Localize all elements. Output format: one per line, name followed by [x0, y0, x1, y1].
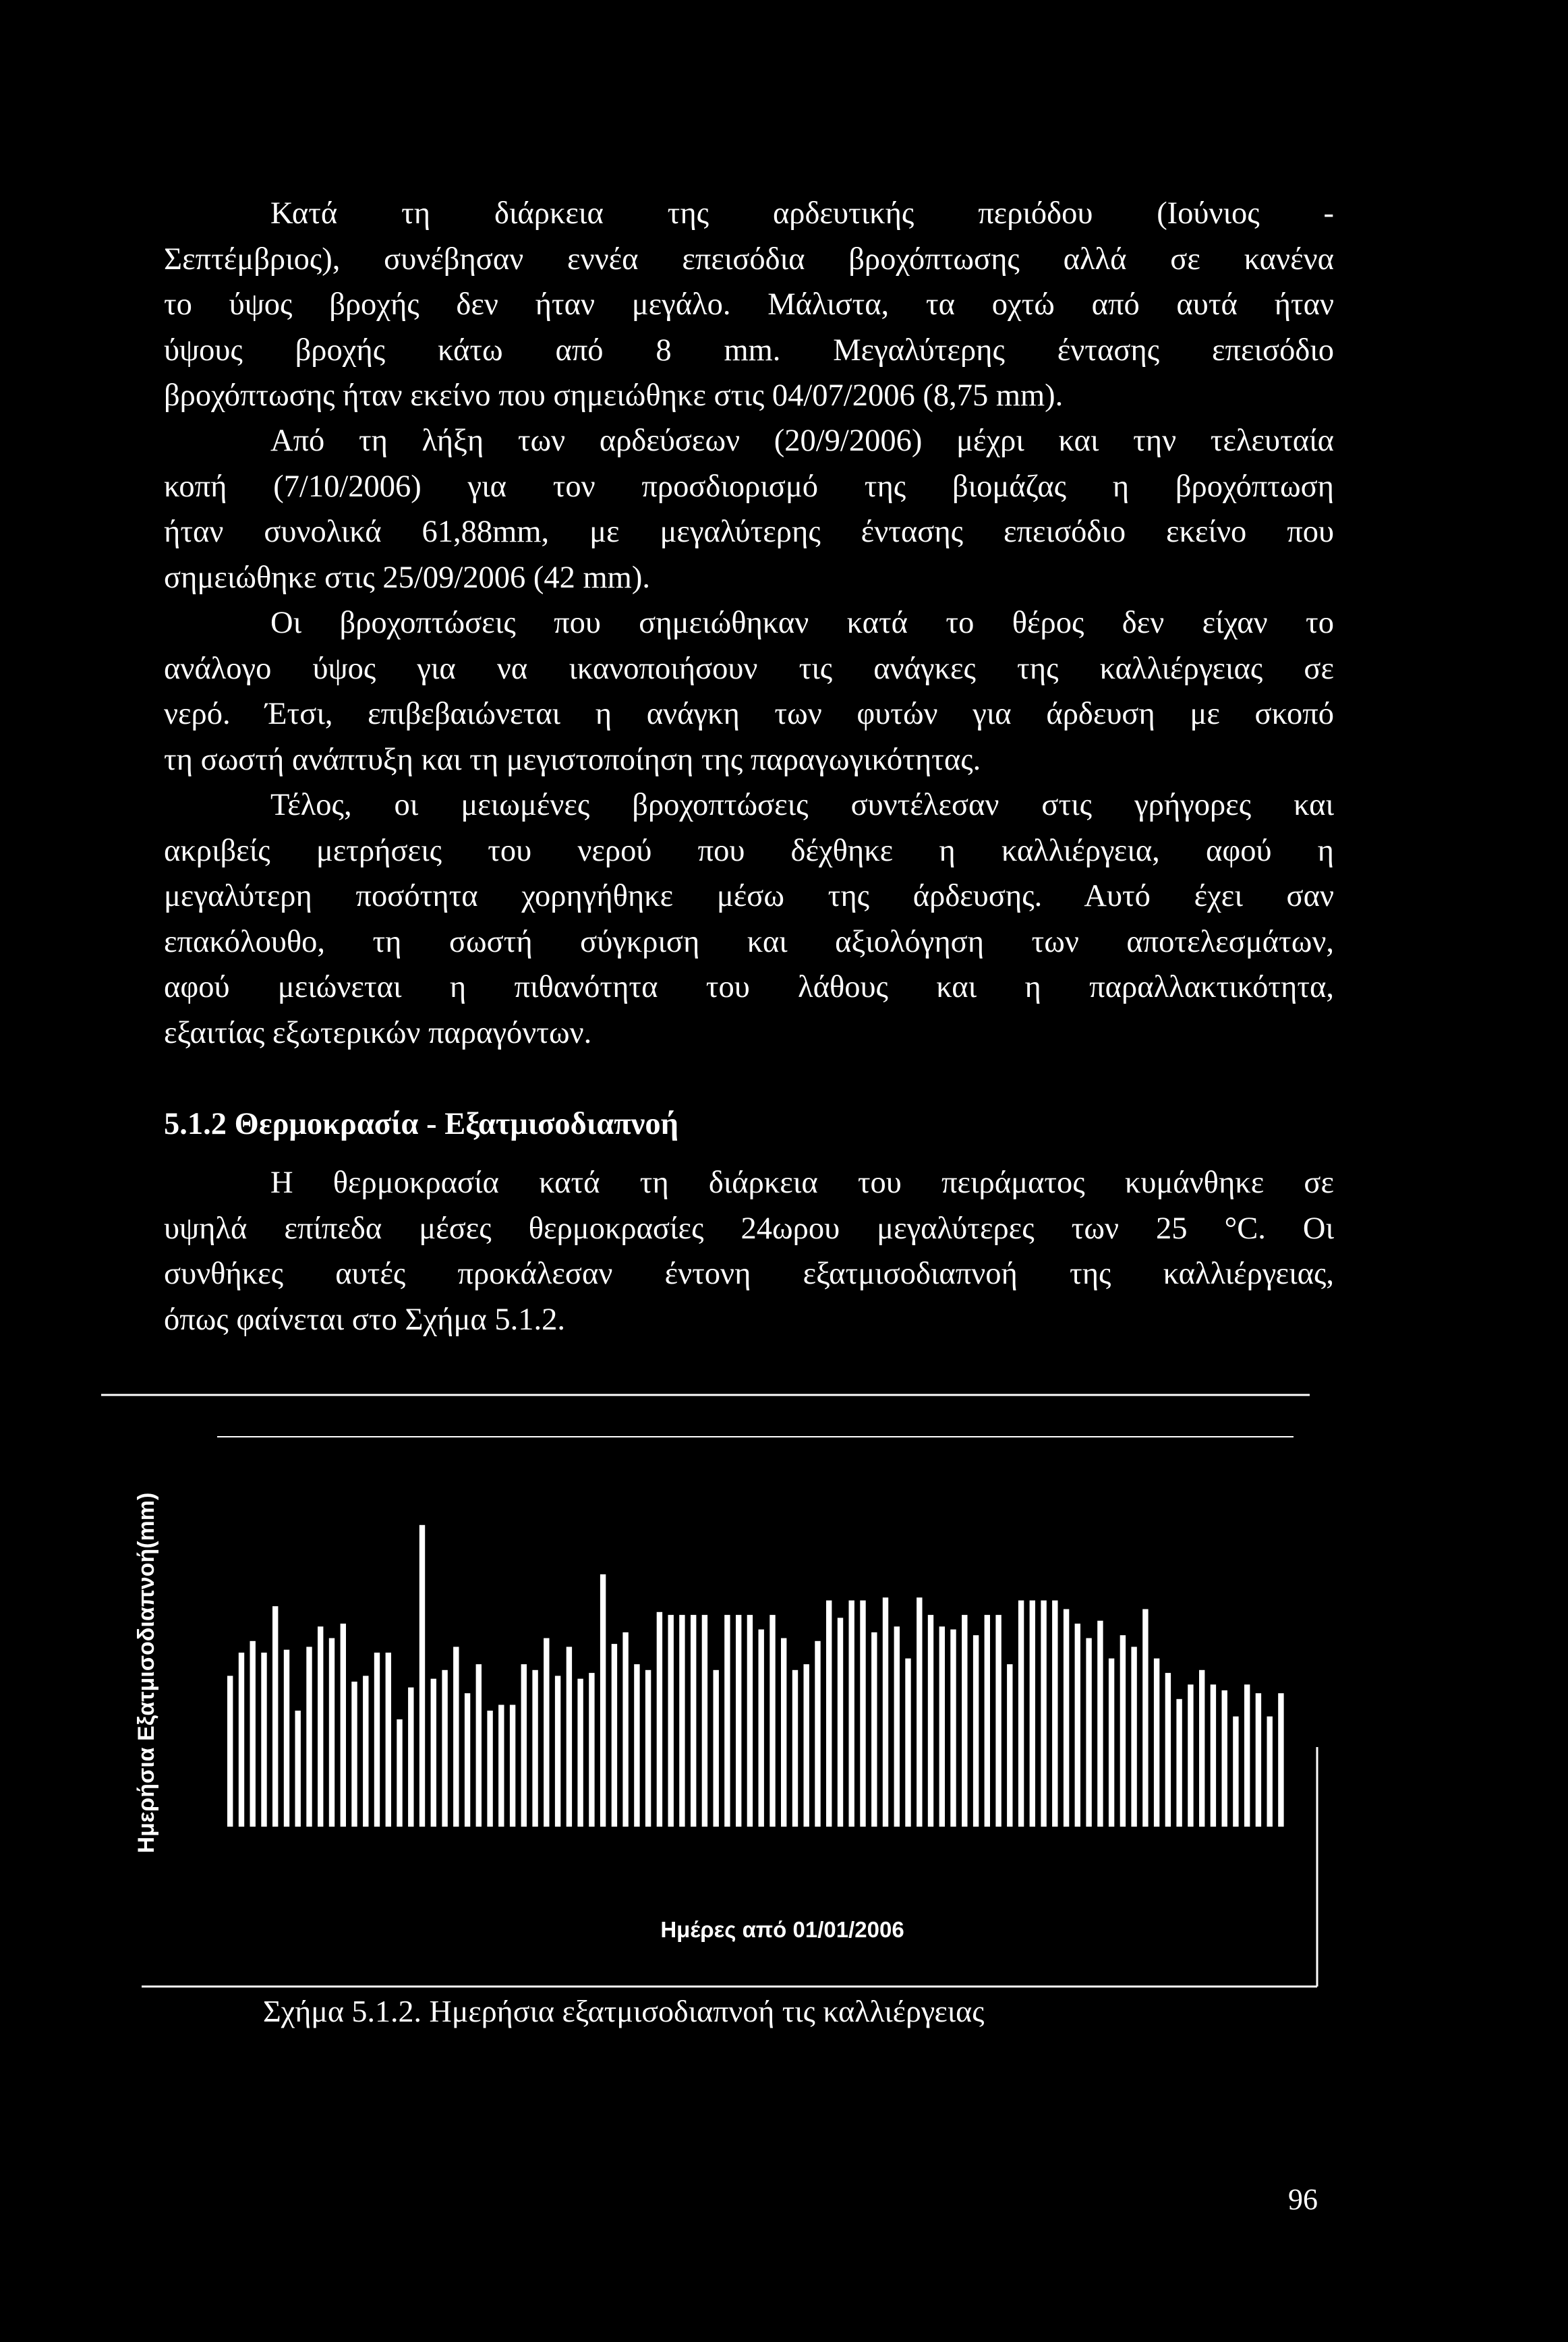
- bar: [532, 1670, 538, 1827]
- text-line: Σεπτέμβριος), συνέβησαν εννέα επεισόδια βροχόπτωσης αλλά σε κανένα: [164, 241, 1334, 277]
- bar: [476, 1664, 482, 1827]
- text-line: τη σωστή ανάπτυξη και τη μεγιστοποίηση της παραγωγικότητας.: [164, 742, 981, 777]
- bar: [826, 1601, 832, 1827]
- bar: [1131, 1647, 1136, 1827]
- bar: [397, 1719, 402, 1827]
- text-line: συνθήκες αυτές προκάλεσαν έντονη εξατμισοδιαπνοή της καλλιέργειας,: [164, 1257, 1334, 1291]
- bar: [1176, 1699, 1182, 1827]
- text-line: εξαιτίας εξωτερικών παραγόντων.: [164, 1015, 592, 1050]
- bar: [849, 1601, 854, 1827]
- text-line: ακριβείς μετρήσεις του νερού που δέχθηκε η καλλιέργεια, αφού η: [164, 833, 1334, 868]
- text-line: Οι βροχοπτώσεις που σημειώθηκαν κατά το θέρος δεν είχαν το: [270, 606, 1334, 640]
- text-line: Κατά τη διάρκεια της αρδευτικής περιόδου (Ιούνιος -: [270, 196, 1334, 231]
- bar: [272, 1606, 278, 1827]
- bar: [792, 1670, 798, 1827]
- bar: [239, 1653, 244, 1827]
- bar: [351, 1682, 357, 1827]
- text-line: ήταν συνολικά 61,88mm, με μεγαλύτερης έντασης επεισόδιο εκείνο που: [164, 515, 1334, 549]
- bar: [645, 1670, 651, 1827]
- bar: [871, 1632, 877, 1827]
- bar: [905, 1659, 910, 1827]
- bar: [838, 1618, 843, 1827]
- bar: [1109, 1659, 1114, 1827]
- bar: [917, 1597, 922, 1827]
- text-line: επακόλουθο, τη σωστή σύγκριση και αξιολόγηση των αποτελεσμάτων,: [164, 924, 1334, 959]
- bar: [1222, 1690, 1227, 1827]
- bar: [657, 1612, 662, 1827]
- bar: [1007, 1664, 1012, 1827]
- bar: [1256, 1693, 1261, 1827]
- bar: [577, 1679, 583, 1827]
- bar: [487, 1711, 492, 1827]
- text-line: υψηλά επίπεδα μέσες θερμοκρασίες 24ωρου μεγαλύτερες των 25 °C. Οι: [164, 1211, 1334, 1246]
- bar: [883, 1597, 888, 1827]
- bar: [1052, 1601, 1057, 1827]
- bar: [759, 1630, 764, 1827]
- text-line: σημειώθηκε στις 25/09/2006 (42 mm).: [164, 560, 650, 595]
- text-line: Η θερμοκρασία κατά τη διάρκεια του πειράματος κυμάνθηκε σε: [270, 1166, 1334, 1200]
- bar: [724, 1615, 730, 1827]
- bar: [341, 1624, 346, 1827]
- bar: [1188, 1684, 1193, 1827]
- bar: [691, 1615, 696, 1827]
- text-line: ανάλογο ύψος για να ικανοποιήσουν τις ανάγκες της καλλιέργειας σε: [164, 651, 1334, 686]
- bar: [465, 1693, 470, 1827]
- bar: [804, 1664, 809, 1827]
- bar: [227, 1676, 233, 1827]
- text-line: ύψους βροχής κάτω από 8 mm. Μεγαλύτερης έντασης επεισόδιο: [164, 333, 1334, 368]
- bar: [261, 1653, 266, 1827]
- bar: [363, 1676, 368, 1827]
- bar: [1075, 1624, 1080, 1827]
- bar: [1086, 1638, 1091, 1827]
- bar: [567, 1647, 572, 1827]
- bar: [419, 1525, 425, 1827]
- bar: [329, 1638, 335, 1827]
- bar: [770, 1615, 775, 1827]
- bar: [815, 1641, 820, 1827]
- bar: [1142, 1609, 1148, 1827]
- bar: [318, 1626, 323, 1827]
- bar: [928, 1615, 933, 1827]
- bar: [939, 1626, 945, 1827]
- bar: [1030, 1601, 1035, 1827]
- section-heading: 5.1.2 Θερμοκρασία - Εξατμισοδιαπνοή: [164, 1107, 679, 1141]
- bar: [1041, 1601, 1046, 1827]
- x-axis-label: Ημέρες από 01/01/2006: [660, 1917, 904, 1942]
- text-line: νερό. Έτσι, επιβεβαιώνεται η ανάγκη των φυτών για άρδευση με σκοπό: [164, 697, 1334, 731]
- bar: [442, 1670, 447, 1827]
- bar: [306, 1647, 312, 1827]
- y-axis-label: Ημερήσια Εξατμισοδιαπνοή(mm): [134, 1492, 159, 1854]
- text-line: το ύψος βροχής δεν ήταν μεγάλο. Μάλιστα, τα οχτώ από αυτά ήταν: [164, 287, 1334, 322]
- bar: [1120, 1635, 1126, 1827]
- bar: [521, 1664, 527, 1827]
- bar: [860, 1601, 865, 1827]
- text-line: βροχόπτωσης ήταν εκείνο που σημειώθηκε στις 04/07/2006 (8,75 mm).: [164, 378, 1064, 413]
- bar: [374, 1653, 380, 1827]
- bar: [702, 1615, 707, 1827]
- bar: [1278, 1693, 1283, 1827]
- bar: [284, 1650, 289, 1827]
- bar: [973, 1635, 979, 1827]
- bar: [1199, 1670, 1204, 1827]
- bar: [408, 1688, 413, 1827]
- bar: [781, 1638, 786, 1827]
- bar: [622, 1632, 628, 1827]
- bar: [1244, 1684, 1250, 1827]
- bar: [1154, 1659, 1159, 1827]
- bar: [1165, 1673, 1171, 1827]
- bar: [1267, 1717, 1273, 1827]
- bar: [250, 1641, 256, 1827]
- bar: [736, 1615, 741, 1827]
- figure-caption: Σχήμα 5.1.2. Ημερήσια εξατμισοδιαπνοή τις καλλιέργειας: [263, 1994, 985, 2028]
- bar: [1097, 1621, 1103, 1827]
- bar: [747, 1615, 753, 1827]
- bar: [555, 1676, 560, 1827]
- text-line: αφού μειώνεται η πιθανότητα του λάθους και η παραλλακτικότητα,: [164, 970, 1334, 1004]
- bar: [589, 1673, 594, 1827]
- bar: [894, 1626, 900, 1827]
- bar: [995, 1615, 1001, 1827]
- bar: [634, 1664, 639, 1827]
- text-line: Από τη λήξη των αρδεύσεων (20/9/2006) μέχρι και την τελευταία: [270, 424, 1334, 458]
- bar: [600, 1574, 606, 1827]
- bar: [950, 1630, 956, 1827]
- text-line: όπως φαίνεται στο Σχήμα 5.1.2.: [164, 1302, 566, 1337]
- bar: [668, 1615, 674, 1827]
- bar: [498, 1705, 504, 1827]
- bar: [386, 1653, 391, 1827]
- bar: [985, 1615, 990, 1827]
- text-line: κοπή (7/10/2006) για τον προσδιορισμό της βιομάζας η βροχόπτωση: [164, 469, 1334, 504]
- bar: [431, 1679, 436, 1827]
- bar: [295, 1711, 301, 1827]
- page-number: 96: [1288, 2183, 1318, 2216]
- text-line: μεγαλύτερη ποσότητα χορηγήθηκε μέσω της άρδευσης. Αυτό έχει σαν: [164, 879, 1334, 913]
- bar: [544, 1638, 549, 1827]
- bar: [612, 1644, 617, 1827]
- bar: [1064, 1609, 1069, 1827]
- bar: [679, 1615, 685, 1827]
- bar-group: [227, 1525, 1284, 1827]
- text-line: Τέλος, οι μειωμένες βροχοπτώσεις συντέλεσαν στις γρήγορες και: [270, 788, 1334, 822]
- bar: [1018, 1601, 1024, 1827]
- bar: [510, 1705, 515, 1827]
- bar: [962, 1615, 967, 1827]
- bar: [453, 1647, 459, 1827]
- bar: [1211, 1684, 1216, 1827]
- bar: [714, 1670, 719, 1827]
- bar: [1233, 1717, 1238, 1827]
